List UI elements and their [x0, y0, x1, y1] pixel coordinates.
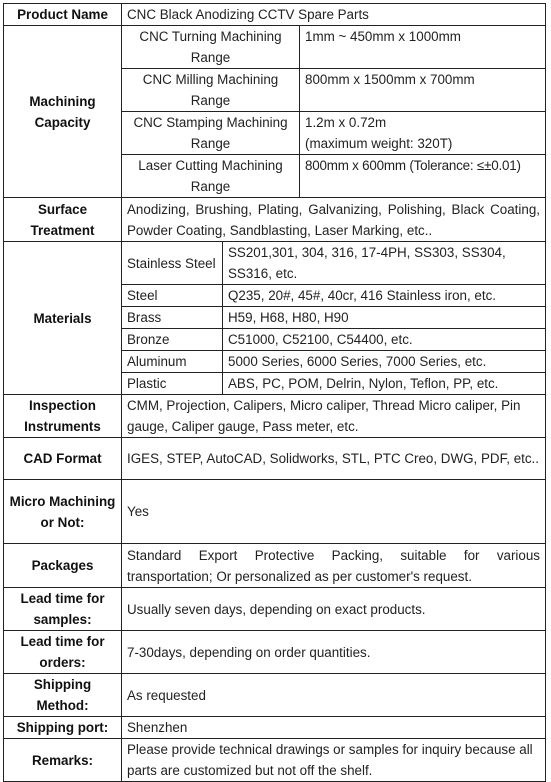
machining-capacity-label: Machining Capacity — [4, 26, 122, 198]
stamping-range: 1.2m x 0.72m — [305, 115, 387, 130]
machining-value-laser: 800mm x 600mm (Tolerance: ≤±0.01) — [300, 155, 546, 198]
machining-value-turning: 1mm ~ 450mm x 1000mm — [300, 26, 546, 69]
machining-value-stamping — [300, 112, 546, 155]
row-machining-turning — [4, 26, 546, 69]
surface-treatment-value: Anodizing, Brushing, Plating, Galvanizing, Polishing, Black Coating, Powder Coating, Sandblasting, Laser Marking, etc.. — [122, 198, 546, 242]
remarks-label: Remarks: — [4, 739, 122, 782]
lead-time-orders-value: 7-30days, depending on order quantities. — [122, 631, 546, 674]
row-product-name — [4, 4, 546, 26]
material-type-stainless: Stainless Steel — [122, 242, 223, 285]
product-name-value: CNC Black Anodizing CCTV Spare Parts — [122, 4, 546, 26]
row-packages — [4, 544, 546, 588]
inspection-instruments-label: Inspection Instruments — [4, 395, 122, 438]
row-shipping-method — [4, 674, 546, 717]
row-material-stainless — [4, 242, 546, 285]
material-grades-steel: Q235, 20#, 45#, 40cr, 416 Stainless iron, etc. — [223, 285, 546, 307]
cad-format-label: CAD Format — [4, 438, 122, 480]
material-grades-bronze: C51000, C52100, C54400, etc. — [223, 329, 546, 351]
micro-machining-value: Yes — [122, 480, 546, 544]
row-lead-time-samples — [4, 588, 546, 631]
material-type-plastic: Plastic — [122, 373, 223, 395]
row-cad-format — [4, 438, 546, 480]
inspection-instruments-value: CMM, Projection, Calipers, Micro caliper, Thread Micro caliper, Pin gauge, Caliper gauge, Pass meter, etc. — [122, 395, 546, 438]
machining-process-turning: CNC Turning Machining Range — [122, 26, 300, 69]
packages-value: Standard Export Protective Packing, suitable for various transportation; Or personalized as per customer's request. — [122, 544, 546, 588]
shipping-port-label: Shipping port: — [4, 717, 122, 739]
materials-label: Materials — [4, 242, 122, 395]
surface-treatment-label: Surface Treatment — [4, 198, 122, 242]
product-name-label: Product Name — [4, 4, 122, 26]
row-surface-treatment — [4, 198, 546, 242]
material-grades-brass: H59, H68, H80, H90 — [223, 307, 546, 329]
row-lead-time-orders — [4, 631, 546, 674]
row-inspection-instruments — [4, 395, 546, 438]
lead-time-samples-value: Usually seven days, depending on exact products. — [122, 588, 546, 631]
material-type-steel: Steel — [122, 285, 223, 307]
product-spec-table — [3, 3, 546, 782]
shipping-port-value: Shenzhen — [122, 717, 546, 739]
material-grades-plastic: ABS, PC, POM, Delrin, Nylon, Teflon, PP, etc. — [223, 373, 546, 395]
machining-process-stamping: CNC Stamping Machining Range — [122, 112, 300, 155]
row-shipping-port — [4, 717, 546, 739]
row-remarks — [4, 739, 546, 782]
lead-time-samples-label: Lead time for samples: — [4, 588, 122, 631]
material-type-bronze: Bronze — [122, 329, 223, 351]
machining-process-milling: CNC Milling Machining Range — [122, 69, 300, 112]
shipping-method-label: Shipping Method: — [4, 674, 122, 717]
material-type-aluminum: Aluminum — [122, 351, 223, 373]
remarks-value: Please provide technical drawings or samples for inquiry because all parts are customized but not off the shelf. — [122, 739, 546, 782]
lead-time-orders-label: Lead time for orders: — [4, 631, 122, 674]
row-micro-machining — [4, 480, 546, 544]
material-grades-aluminum: 5000 Series, 6000 Series, 7000 Series, etc. — [223, 351, 546, 373]
material-grades-stainless: SS201,301, 304, 316, 17-4PH, SS303, SS304, SS316, etc. — [223, 242, 546, 285]
material-type-brass: Brass — [122, 307, 223, 329]
packages-label: Packages — [4, 544, 122, 588]
shipping-method-value: As requested — [122, 674, 546, 717]
machining-process-laser: Laser Cutting Machining Range — [122, 155, 300, 198]
stamping-max-weight: (maximum weight: 320T) — [305, 136, 453, 151]
machining-value-milling: 800mm x 1500mm x 700mm — [300, 69, 546, 112]
cad-format-value: IGES, STEP, AutoCAD, Solidworks, STL, PTC Creo, DWG, PDF, etc.. — [122, 438, 546, 480]
micro-machining-label: Micro Machining or Not: — [4, 480, 122, 544]
